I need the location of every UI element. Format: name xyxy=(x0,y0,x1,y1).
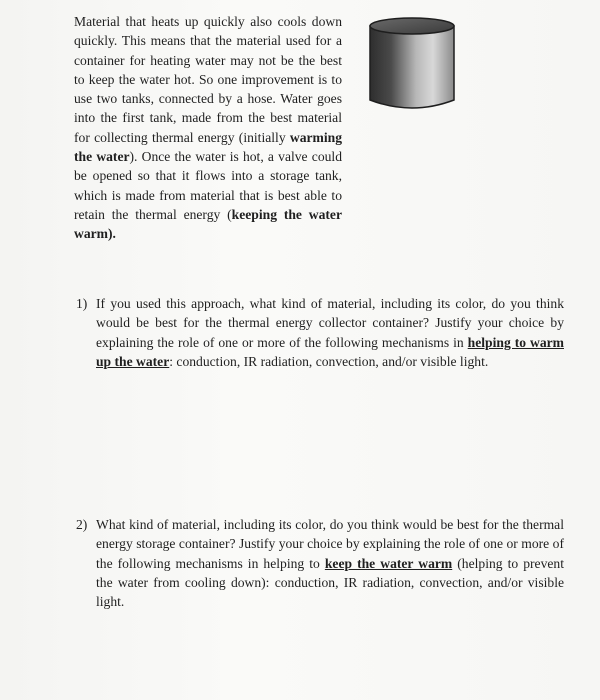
question-1-text-after: : conduction, IR radiation, convection, and/or visible light. xyxy=(169,353,489,369)
tank-icon xyxy=(366,16,458,114)
question-2-emphasis: keep the water warm xyxy=(324,555,453,571)
question-1 xyxy=(76,294,564,371)
intro-text-1: Material that heats up quickly also cools down quickly. This means that the material used for a container for heating water may not be the best to keep the water hot. So one improvement is to use two tanks, connected by a hose. Water goes into the first tank, made from the best material for collecting thermal energy (initially xyxy=(74,14,342,145)
intro-bold-keeping: keeping the water warm xyxy=(74,206,342,242)
question-number: 1) xyxy=(76,296,88,311)
intro-text-3: ). xyxy=(107,226,116,242)
question-1-emphasis: helping to warm up the water xyxy=(96,334,564,369)
question-1-text-before: If you used this approach, what kind of material, including its color, do you think would be best for the thermal energy collector container? Justify your choice by explaining the role of one or more of the following mechanisms in xyxy=(96,296,564,350)
question-number: 2) xyxy=(76,517,88,532)
question-2-text-before: What kind of material, including its color, do you think would be best for the thermal energy storage container? Justify your choice by explaining the role of one or more of the following mechanisms in helping to xyxy=(96,517,564,571)
intro-text-2: ). Once the water is hot, a valve could be opened so that it flows into a storage tank, which is made from material that is best able to retain the thermal energy ( xyxy=(74,149,342,222)
question-text xyxy=(96,515,564,611)
question-text xyxy=(96,294,564,371)
intro-paragraph xyxy=(74,12,342,244)
question-2-text-after: (helping to prevent the water from cooling down): conduction, IR radiation, convection, and/or visible light. xyxy=(96,555,564,610)
question-2 xyxy=(76,515,564,611)
intro-bold-warming: warming the water xyxy=(74,129,342,165)
